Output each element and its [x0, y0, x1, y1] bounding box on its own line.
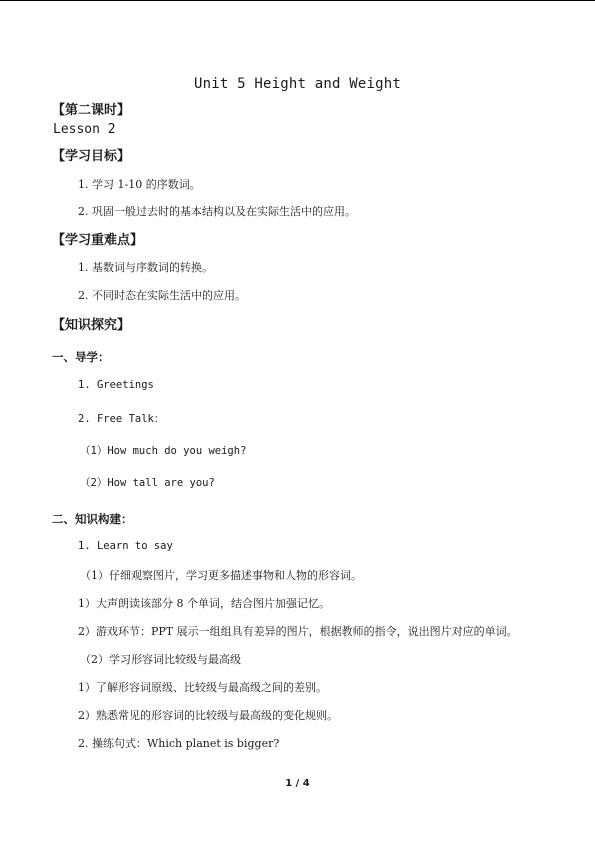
goals-heading: 【学习目标】	[52, 149, 131, 164]
difficulties-heading: 【学习重难点】	[52, 233, 144, 248]
header-rule	[0, 0, 595, 1]
period-heading: 【第二课时】	[52, 103, 131, 118]
section2-heading: 二、知识构建：	[52, 512, 133, 526]
section1-item: （1）How much do you weigh?	[80, 445, 247, 457]
section2-item: 2）游戏环节：PPT 展示一组组具有差异的图片，根据教师的指令，说出图片对应的单词。	[78, 625, 518, 638]
section2-item: 1. Learn to say	[78, 540, 173, 552]
document-title: Unit 5 Height and Weight	[193, 76, 402, 92]
section1-item: （2）How tall are you?	[80, 477, 215, 489]
section1-item: 2. Free Talk：	[78, 413, 165, 425]
section1-heading: 一、导学：	[52, 350, 110, 364]
section2-item: 1）了解形容词原级、比较级与最高级之间的差别。	[78, 681, 327, 694]
page-number: 1 / 4	[285, 778, 310, 789]
difficulty-item: 1. 基数词与序数词的转换。	[78, 261, 213, 274]
section2-item: 2）熟悉常见的形容词的比较级与最高级的变化规则。	[78, 709, 338, 722]
goal-item: 2. 巩固一般过去时的基本结构以及在实际生活中的应用。	[78, 205, 356, 218]
section2-item: 1）大声朗读该部分 8 个单词，结合图片加强记忆。	[78, 597, 330, 610]
goal-item: 1. 学习 1-10 的序数词。	[78, 178, 201, 191]
explore-heading: 【知识探究】	[52, 318, 131, 333]
section2-item: （2）学习形容词比较级与最高级	[80, 653, 241, 666]
section1-item: 1. Greetings	[78, 379, 154, 391]
difficulty-item: 2. 不同时态在实际生活中的应用。	[78, 289, 246, 302]
section2-item: （1）仔细观察图片，学习更多描述事物和人物的形容词。	[80, 569, 362, 582]
section2-item: 2. 操练句式：Which planet is bigger?	[78, 737, 280, 750]
lesson-label: Lesson 2	[53, 122, 116, 137]
